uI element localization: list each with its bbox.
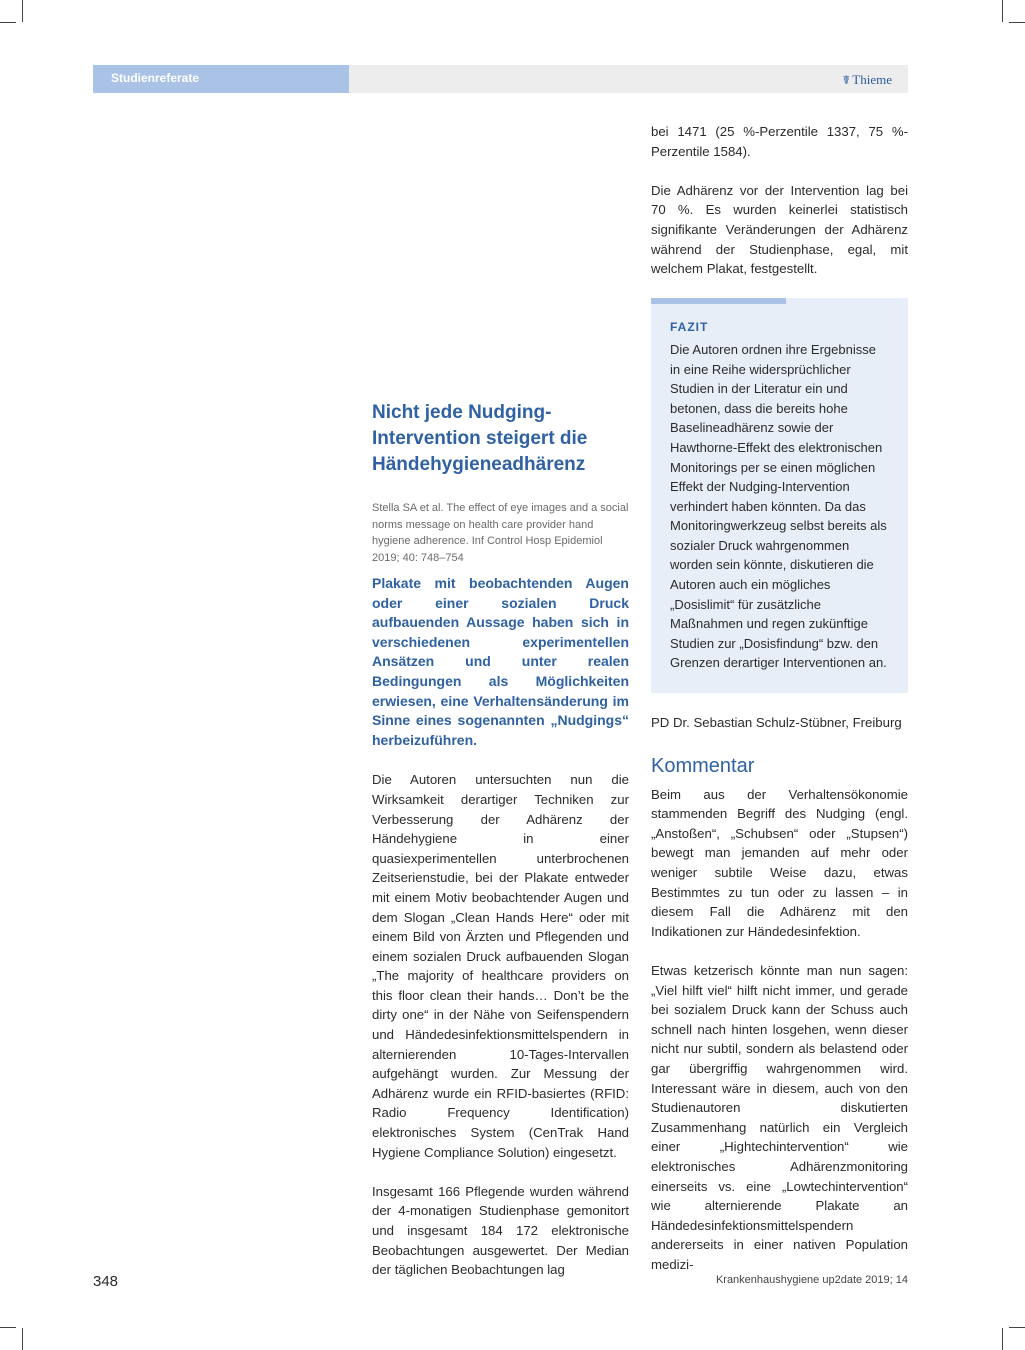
lead-paragraph: Plakate mit beobachtenden Augen oder einer sozialen Druck aufbauenden Aussage haben sich in verschiedenen experimentellen Ansätzen und unter realen Bedingungen als Möglichkeiten erwiesen, eine Verhaltensänderung im Sinne eines sogenannten „Nudgings“ herbeizuführen. bbox=[372, 575, 629, 748]
left-column bbox=[372, 400, 629, 1280]
running-header bbox=[93, 65, 908, 93]
journal-reference: Krankenhaushygiene up2date 2019; 14 bbox=[715, 1274, 908, 1286]
fazit-text: Die Autoren ordnen ihre Ergebnisse in eine Reihe widersprüchlicher Studien in der Literatur ein und betonen, dass die bereits hohe Baselineadhärenz sowie der Hawthorne-Effekt des elektronischen Monitorings per se einen möglichen Effekt der Nudging-Intervention verhindert haben könnten. Da das Monitoringwerkzeug selbst bereits als sozialer Druck wahrgenommen worden sein könnte, diskutieren die Autoren auch ein mögliches „Dosislimit“ für zusätzliche Maßnahmen und regen zukünftige Studien zur „Dosisfindung“ bzw. den Grenzen derartiger Interventionen an. bbox=[670, 341, 887, 671]
fazit-heading: FAZIT bbox=[670, 320, 709, 335]
author-line: PD Dr. Sebastian Schulz-Stübner, Freiburg bbox=[651, 715, 902, 731]
article-title: Nicht jede Nudging-Intervention steigert die Händehygieneadhärenz bbox=[372, 402, 588, 475]
body-paragraph: Die Autoren untersuchten nun die Wirksamkeit derartiger Techniken zur Verbesserung der Adhärenz der Händehygiene in einer quasiexperimentellen unterbrochenen Zeitserienstudie, bei der Plakate entweder mit einem Motiv beobachtender Augen und dem Slogan „Clean Hands Here“ oder mit einem Bild von Ärzten und Pflegenden und einem sozialen Druck aufbauenden Slogan „The majority of healthcare providers on this floor clean their hands… Don’t be the dirty one“ in der Nähe von Seifenspendern und Händedesinfektionsmittelspendern in alternierenden 10-Tages-Intervallen aufgehängt wurden. Zur Messung der Adhärenz wurde ein RFID-basiertes (RFID: Radio Frequency Identification) elektronisches System (CenTrak Hand Hygiene Compliance Solution) eingesetzt. bbox=[372, 772, 629, 1160]
section-tag bbox=[93, 65, 349, 93]
kommentar-paragraph: Etwas ketzerisch könnte man nun sagen: „Viel hilft viel“ hilft nicht immer, und gerade bei sozialem Druck kann der Schuss auch schnell nach hinten losgehen, wenn dieser nicht nur subtil, sondern als belastend oder gar übergriffig wahrgenommen wird. Interessant wäre in diesem, auch von den Studienautoren diskutierten Zusammenhang natürlich ein Vergleich einer „Hightechintervention“ wie elektronisches Adhärenzmonitoring einerseits vs. eine „Lowtechintervention“ wie alternierende Plakate an Händedesinfektionsmittelspendern andererseits in einer nativen Population medizi- bbox=[651, 962, 908, 1272]
page-number: 348 bbox=[93, 1273, 119, 1290]
section-label: Studienreferate bbox=[111, 71, 200, 85]
kommentar-paragraph: Beim aus der Verhaltensökonomie stammenden Begriff des Nudging (engl. „Anstoßen“, „Schubsen“ oder „Stupsen“) bewegt man jemanden auf mehr oder weniger subtile Weise dazu, etwas Bestimmtes zu tun oder zu lassen – in diesem Fall die Adhärenz mit den Indikationen zur Händedesinfektion. bbox=[651, 786, 908, 939]
right-column bbox=[651, 122, 908, 1274]
publisher-name: Thieme bbox=[852, 72, 892, 87]
publisher-logo bbox=[842, 72, 892, 88]
crop-mark bbox=[22, 0, 23, 22]
body-paragraph: bei 1471 (25 %-Perzentile 1337, 75 %-Perzentile 1584). bbox=[651, 124, 908, 159]
fazit-box bbox=[651, 298, 908, 693]
crop-mark bbox=[1009, 1327, 1025, 1328]
body-paragraph: Insgesamt 166 Pflegende wurden während der 4-monatigen Studienphase gemonitort und insgesamt 184 172 elektronische Beobachtungen ausgewertet. Der Median der täglichen Beobachtungen lag bbox=[372, 1183, 629, 1278]
kommentar-heading: Kommentar bbox=[651, 754, 755, 777]
crop-mark bbox=[1002, 1328, 1003, 1350]
citation: Stella SA et al. The effect of eye images and a social norms message on health care provider hand hygiene adherence. Inf Control Hosp Epidemiol 2019; 40: 748–754 bbox=[372, 502, 629, 564]
fazit-accent-bar bbox=[651, 298, 786, 304]
crop-mark bbox=[0, 1327, 16, 1328]
crop-mark bbox=[1009, 22, 1025, 23]
thieme-logo-icon: ☤ bbox=[842, 73, 851, 87]
crop-mark bbox=[22, 1328, 23, 1350]
body-paragraph: Die Adhärenz vor der Intervention lag bei 70 %. Es wurden keinerlei statistisch signifikante Veränderungen der Adhärenz während der Studienphase, egal, mit welchem Plakat, festgestellt. bbox=[651, 182, 908, 277]
crop-mark bbox=[0, 22, 16, 23]
crop-mark bbox=[1002, 0, 1003, 22]
